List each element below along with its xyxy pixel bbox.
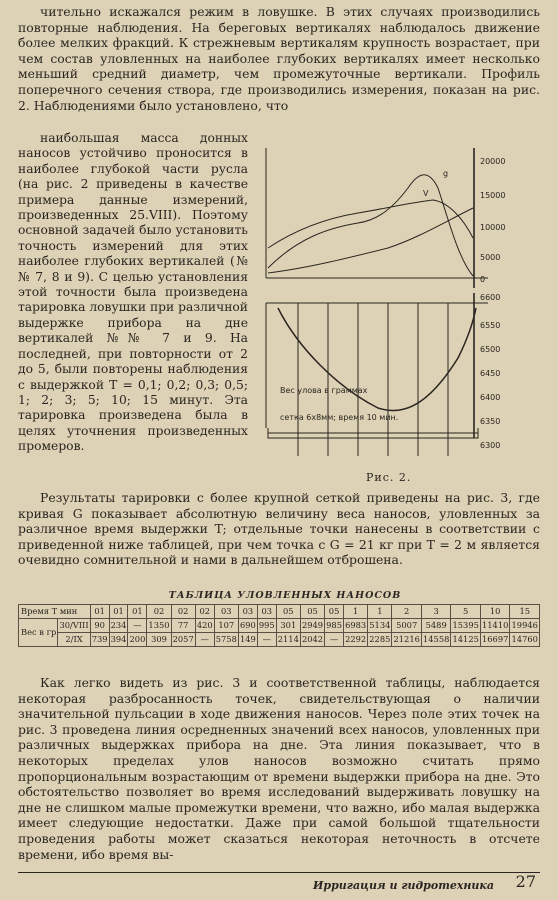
table-cell: 301 [276,619,300,633]
table-cell: 200 [128,633,147,647]
table-cell: 5489 [421,619,451,633]
page-number: 27 [515,872,536,891]
table-time-cell: 1 [368,605,392,619]
results-paragraph: Результаты тарировки с более крупной сеткой приведены на рис. 3, где кривая G показывает абсолютную величину веса наносов, уловленных за различное время выдержки T; отдельные точки нанесены в соответствии с приведенной ниже таблицей, при чем точка с G = 21 кг при T = 2 м является очевидно сомнительной и нами в дальнейшем отброшена. [18,490,540,568]
table-cell: 19946 [510,619,540,633]
table-cell: 107 [214,619,238,633]
table-time-cell: 03 [257,605,276,619]
table-time-cell: 03 [214,605,238,619]
table-cell: — [257,633,276,647]
axis-label: 10000 [480,223,506,232]
table-cell: 15395 [451,619,481,633]
table-cell: — [325,633,344,647]
table-cell: 6983 [344,619,368,633]
table-time-cell: 01 [90,605,109,619]
table-cell: 995 [257,619,276,633]
table-cell: 5758 [214,633,238,647]
curve-label: V [423,189,429,198]
table-cell: 394 [109,633,128,647]
table-time-cell: 05 [300,605,324,619]
table-time-cell: 01 [128,605,147,619]
table-cell: 21216 [392,633,422,647]
table-date-cell: 2/IX [58,633,90,647]
axis-label: 5000 [480,253,501,262]
table-header-label: Время T мин [19,605,91,619]
axis-label: 6300 [480,441,501,450]
table-time-cell: 03 [238,605,257,619]
table-cell: — [195,633,214,647]
conclusion-paragraph: Как легко видеть из рис. 3 и соответственной таблицы, наблюдается некоторая разбросанность точек, свидетельствующая о наличии значительной пульсации в ходе движения наносов. Через поле этих точек на рис. 3 проведена линия осредненных значений всех наносов, уловленных при различных выдержках прибора на дне. Эта линия показывает, что в некоторых пределах улов наносов возможно считать прямо пропорциональным возрастающим от времени выдержки прибора на дне. Это обстоятельство позволяет во время исследований выдерживать ловушку на дне не слишком малые промежутки времени, что важно, ибо малая выдержка имеет следующие недостатки. Даже при самой большой тщательности проведения работы может сказаться некоторая неточность в отсчете времени, ибо время вы- [18,675,540,862]
figure-caption: Рис. 2. [366,471,412,484]
curve-label: g [443,169,449,178]
table-caption: ТАБЛИЦА УЛОВЛЕННЫХ НАНОСОВ [168,590,402,601]
table-time-cell: 3 [421,605,451,619]
table-cell: 690 [238,619,257,633]
table-cell: 5134 [368,619,392,633]
table-cell: 90 [90,619,109,633]
journal-title: Ирригация и гидротехника [313,879,494,892]
table-cell: 985 [325,619,344,633]
table-cell: 11410 [480,619,510,633]
table-cell: 2285 [368,633,392,647]
table-cell: 2292 [344,633,368,647]
intro-paragraph: чительно искажался режим в ловушке. В этих случаях производились повторные наблюдения. На береговых вертикалях наблюдалось движение более мелких фракций. К стрежневым вертикалям крупность возрастает, при чем состав уловленных на наиболее глубоких вертикалях имеет несколько меньший средний диаметр, чем промежуточные вертикали. Профиль поперечного сечения створа, где производились измерения, показан на рис. 2. Наблюдениями было установлено, что [18,4,540,113]
axis-label: 6600 [480,293,501,302]
table-cell: 2057 [171,633,195,647]
g-curve [268,175,473,276]
table-cell: 1350 [147,619,171,633]
axis-label: 6550 [480,321,501,330]
table-cell: 14125 [451,633,481,647]
axis-label: 6450 [480,369,501,378]
axis-label: 6350 [480,417,501,426]
table-cell: 5007 [392,619,422,633]
axis-label: 0 [480,275,486,284]
riverbed-profile [278,308,476,411]
method-paragraph: наибольшая масса донных наносов устойчиво проносится в наиболее глубокой части русла (на рис. 2 приведены в качестве примера данные измерений, произведенных 25.VIII). Поэтому основной задачей было установить точность измерений для этих наиболее глубоких вертикалей (№№ 7, 8 и 9). С целью установления этой точности была произведена тарировка ловушки при различной выдержке прибора на дне вертикалей №№ 7 и 9. На последней, при повторности от 2 до 5, были повторены наблюдения с выдержкой T = 0,1; 0,2; 0,3; 0,5; 1; 2; 3; 5; 10; 15 минут. Эта тарировка произведена была в целях уточнения произведенных промеров. [18,131,248,454]
table-time-cell: 15 [510,605,540,619]
table-cell: 14760 [510,633,540,647]
sediment-table [18,604,540,647]
axis-label: 6500 [480,345,501,354]
table-cell: 16697 [480,633,510,647]
table-cell: 2949 [300,619,324,633]
table-cell: 149 [238,633,257,647]
table-header-row [19,605,540,619]
table-time-cell: 02 [171,605,195,619]
figure-2 [258,128,548,458]
table-cell: 234 [109,619,128,633]
table-cell: 14558 [421,633,451,647]
axis-label: 6400 [480,393,501,402]
table-cell: 739 [90,633,109,647]
table-time-cell: 05 [276,605,300,619]
table-time-cell: 10 [480,605,510,619]
table-time-cell: 01 [109,605,128,619]
table-time-cell: 05 [325,605,344,619]
table-cell: — [128,619,147,633]
table-row [19,633,540,647]
table-time-cell: 1 [344,605,368,619]
table-cell: 420 [195,619,214,633]
legend-label: сетка 6х8мм; время 10 мин. [280,413,399,422]
table-date-cell: 30/VIII [58,619,90,633]
table-time-cell: 2 [392,605,422,619]
table-time-cell: 5 [451,605,481,619]
table-time-cell: 02 [195,605,214,619]
table-row-label: Вес в гр [19,619,58,647]
table-cell: 77 [171,619,195,633]
page-footer [18,872,540,897]
table-time-cell: 02 [147,605,171,619]
profile-diagram [258,128,548,458]
table-cell: 2042 [300,633,324,647]
axis-label: 20000 [480,157,506,166]
table-cell: 2114 [276,633,300,647]
axis-label: 15000 [480,191,506,200]
table-cell: 309 [147,633,171,647]
legend-label: Вес улова в граммах [280,386,368,395]
table-row [19,619,540,633]
